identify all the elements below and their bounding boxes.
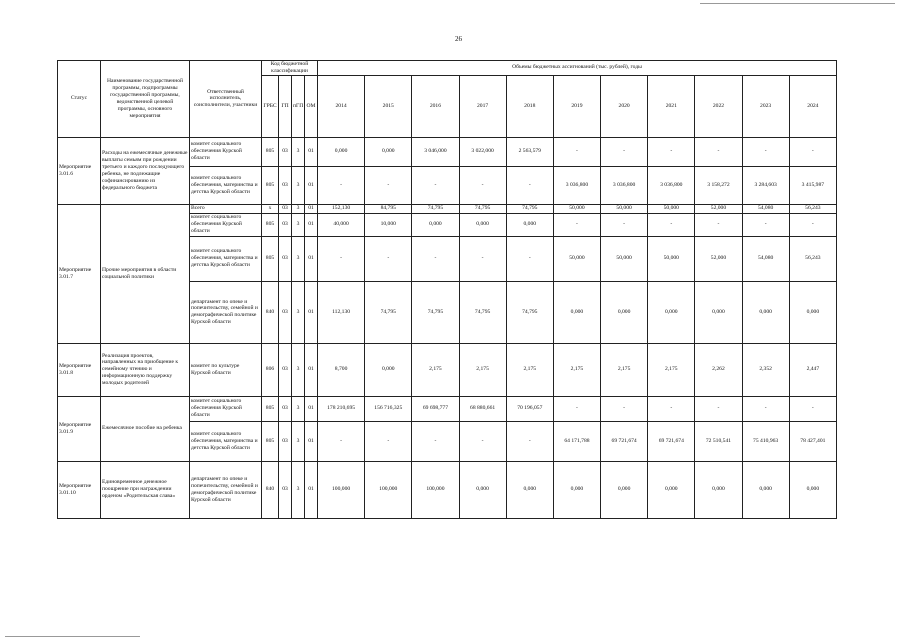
value-cell: 0,000 [553, 461, 600, 518]
code-cell: 03 [279, 137, 292, 166]
code-cell: 805 [262, 166, 279, 204]
header-name: Наименование государственной программы, подпрограммы государственной программы, ведомственной целевой программы, основного мероприятия [101, 61, 190, 138]
header-code: ОМ [305, 75, 318, 137]
value-cell: 0,000 [506, 213, 553, 236]
budget-table [57, 60, 837, 519]
value-cell: 2 563,579 [506, 137, 553, 166]
executor-cell: комитет социального обеспечения Курской области [190, 396, 262, 421]
value-cell: - [742, 396, 789, 421]
header-year: 2023 [742, 75, 789, 137]
value-cell: 3 046,000 [412, 137, 459, 166]
value-cell: 0,000 [742, 461, 789, 518]
measure-status: Мероприятие 3.01.10 [58, 461, 101, 518]
code-cell: 3 [292, 204, 305, 213]
value-cell: 0,000 [412, 213, 459, 236]
value-cell: 0,000 [459, 213, 506, 236]
value-cell: 0,000 [601, 281, 648, 343]
header-year: 2022 [695, 75, 742, 137]
scan-mark [700, 3, 895, 4]
value-cell: 100,000 [412, 461, 459, 518]
table-row [58, 396, 837, 421]
value-cell: 2,175 [412, 343, 459, 396]
value-cell: 2,175 [648, 343, 695, 396]
value-cell: - [601, 137, 648, 166]
value-cell: 0,000 [648, 461, 695, 518]
value-cell: - [553, 137, 600, 166]
value-cell: 100,000 [318, 461, 365, 518]
value-cell: - [695, 396, 742, 421]
value-cell: 68 880,661 [459, 396, 506, 421]
value-cell: - [601, 213, 648, 236]
value-cell: 0,000 [789, 461, 836, 518]
value-cell: 2,175 [601, 343, 648, 396]
code-cell: 01 [305, 281, 318, 343]
code-cell: 840 [262, 461, 279, 518]
value-cell: - [412, 236, 459, 281]
value-cell: - [318, 236, 365, 281]
value-cell: - [459, 421, 506, 461]
value-cell: - [318, 421, 365, 461]
header-budget-code: Код бюджетной классификации [262, 61, 318, 76]
code-cell: 806 [262, 343, 279, 396]
code-cell: 01 [305, 236, 318, 281]
value-cell: 69 698,777 [412, 396, 459, 421]
table-row [58, 343, 837, 396]
value-cell: - [459, 236, 506, 281]
code-cell: 3 [292, 137, 305, 166]
value-cell: 112,130 [318, 281, 365, 343]
value-cell: - [789, 137, 836, 166]
value-cell: - [789, 213, 836, 236]
value-cell: - [365, 166, 412, 204]
value-cell: - [648, 213, 695, 236]
value-cell: 0,000 [695, 461, 742, 518]
value-cell: - [601, 396, 648, 421]
executor-cell: комитет по культуре Курской области [190, 343, 262, 396]
measure-status: Мероприятие 3.01.7 [58, 204, 101, 343]
measure-name: Ежемесячное пособие на ребенка [101, 396, 190, 461]
value-cell: 3 284,603 [742, 166, 789, 204]
measure-status: Мероприятие 3.01.6 [58, 137, 101, 204]
value-cell: 0,000 [506, 461, 553, 518]
code-cell: 3 [292, 281, 305, 343]
value-cell: 152,130 [318, 204, 365, 213]
value-cell: - [648, 137, 695, 166]
value-cell: - [506, 421, 553, 461]
value-cell: - [789, 396, 836, 421]
value-cell: 0,000 [695, 281, 742, 343]
code-cell: 03 [279, 461, 292, 518]
code-cell: 03 [279, 236, 292, 281]
value-cell: 72 510,541 [695, 421, 742, 461]
value-cell: - [318, 166, 365, 204]
header-year: 2018 [506, 75, 553, 137]
code-cell: 03 [279, 213, 292, 236]
header-year: 2016 [412, 75, 459, 137]
code-cell: 03 [279, 166, 292, 204]
value-cell: 69 721,674 [648, 421, 695, 461]
value-cell: - [506, 166, 553, 204]
value-cell: 0,000 [789, 281, 836, 343]
value-cell: 0,000 [742, 281, 789, 343]
value-cell: 3 036,800 [553, 166, 600, 204]
value-cell: 10,000 [365, 213, 412, 236]
code-cell: 01 [305, 137, 318, 166]
code-cell: 3 [292, 236, 305, 281]
code-cell: 805 [262, 213, 279, 236]
value-cell: - [506, 236, 553, 281]
value-cell: 78 427,401 [789, 421, 836, 461]
measure-status: Мероприятие 3.01.8 [58, 343, 101, 396]
header-year: 2017 [459, 75, 506, 137]
code-cell: 3 [292, 421, 305, 461]
value-cell: - [742, 137, 789, 166]
measure-name: Прочие мероприятия в области социальной политики [101, 204, 190, 343]
measure-name: Единовременное денежное поощрение при награждении орденом «Родительская слава» [101, 461, 190, 518]
measure-name: Расходы на ежемесячные денежные выплаты семьям при рождении третьего и каждого последующего ребенка, не подлежащие софинансированию из федерального бюджета [101, 137, 190, 204]
code-cell: 805 [262, 236, 279, 281]
value-cell: 3 036,800 [601, 166, 648, 204]
code-cell: 3 [292, 166, 305, 204]
value-cell: 3 036,800 [648, 166, 695, 204]
value-cell: 84,795 [365, 204, 412, 213]
code-cell: 840 [262, 281, 279, 343]
code-cell: 01 [305, 343, 318, 396]
code-cell: 3 [292, 396, 305, 421]
value-cell: 54,080 [742, 204, 789, 213]
value-cell: 70 196,057 [506, 396, 553, 421]
value-cell: 100,000 [365, 461, 412, 518]
value-cell: - [648, 396, 695, 421]
value-cell: 2,447 [789, 343, 836, 396]
value-cell: - [553, 396, 600, 421]
value-cell: 50,000 [553, 204, 600, 213]
value-cell: 0,000 [365, 137, 412, 166]
value-cell: - [412, 421, 459, 461]
value-cell: - [365, 236, 412, 281]
value-cell: 156 716,325 [365, 396, 412, 421]
header-volumes: Объемы бюджетных ассигнований (тыс. рублей), годы [318, 61, 837, 76]
code-cell: 01 [305, 204, 318, 213]
header-year: 2014 [318, 75, 365, 137]
header-year: 2024 [789, 75, 836, 137]
header-executor: Ответственный исполнитель, соисполнители, участники [190, 61, 262, 138]
table-row [58, 461, 837, 518]
value-cell: 69 721,674 [601, 421, 648, 461]
value-cell: 74,795 [506, 281, 553, 343]
header-year: 2020 [601, 75, 648, 137]
measure-status: Мероприятие 3.01.9 [58, 396, 101, 461]
value-cell: - [742, 213, 789, 236]
code-cell: 03 [279, 421, 292, 461]
value-cell: 0,000 [459, 461, 506, 518]
value-cell: 75 410,963 [742, 421, 789, 461]
value-cell: 52,000 [695, 204, 742, 213]
value-cell: 64 171,788 [553, 421, 600, 461]
value-cell: 3 158,272 [695, 166, 742, 204]
value-cell: 0,000 [648, 281, 695, 343]
value-cell: 50,000 [648, 204, 695, 213]
value-cell: 0,000 [318, 137, 365, 166]
value-cell: 56,243 [789, 204, 836, 213]
value-cell: 3 415,987 [789, 166, 836, 204]
header-year: 2019 [553, 75, 600, 137]
value-cell: 3 022,000 [459, 137, 506, 166]
value-cell: 2,262 [695, 343, 742, 396]
executor-cell: комитет социального обеспечения, материнства и детства Курской области [190, 421, 262, 461]
value-cell: 54,080 [742, 236, 789, 281]
header-code: ГРБС [262, 75, 279, 137]
scan-mark [5, 636, 140, 637]
value-cell: - [459, 166, 506, 204]
code-cell: 01 [305, 461, 318, 518]
code-cell: 01 [305, 396, 318, 421]
value-cell: 2,175 [506, 343, 553, 396]
code-cell: 3 [292, 213, 305, 236]
value-cell: 56,243 [789, 236, 836, 281]
value-cell: 0,000 [553, 281, 600, 343]
table-body [58, 137, 837, 518]
table-row [58, 204, 837, 213]
measure-name: Реализация проектов, направленных на приобщение к семейному чтению и информационную поддержку молодых родителей [101, 343, 190, 396]
value-cell: 50,000 [601, 204, 648, 213]
header-status: Статус [58, 61, 101, 138]
value-cell: 0,000 [601, 461, 648, 518]
value-cell: - [553, 213, 600, 236]
value-cell: 8,700 [318, 343, 365, 396]
value-cell: 52,000 [695, 236, 742, 281]
value-cell: 74,795 [365, 281, 412, 343]
value-cell: 2,175 [553, 343, 600, 396]
value-cell: 50,000 [553, 236, 600, 281]
value-cell: 178 210,695 [318, 396, 365, 421]
code-cell: 3 [292, 343, 305, 396]
value-cell: 74,795 [459, 281, 506, 343]
code-cell: x [262, 204, 279, 213]
executor-cell: Всего [190, 204, 262, 213]
value-cell: 50,000 [601, 236, 648, 281]
executor-cell: комитет социального обеспечения, материнства и детства Курской области [190, 236, 262, 281]
code-cell: 03 [279, 343, 292, 396]
executor-cell: комитет социального обеспечения Курской области [190, 137, 262, 166]
code-cell: 01 [305, 421, 318, 461]
code-cell: 01 [305, 166, 318, 204]
code-cell: 805 [262, 421, 279, 461]
code-cell: 805 [262, 396, 279, 421]
table-row [58, 137, 837, 166]
code-cell: 03 [279, 204, 292, 213]
header-year: 2021 [648, 75, 695, 137]
code-cell: 03 [279, 281, 292, 343]
code-cell: 805 [262, 137, 279, 166]
executor-cell: департамент по опеке и попечительству, семейной и демографической политике Курской области [190, 281, 262, 343]
value-cell: 2,175 [459, 343, 506, 396]
value-cell: 74,795 [459, 204, 506, 213]
code-cell: 03 [279, 396, 292, 421]
executor-cell: департамент по опеке и попечительству, семейной и демографической политике Курской области [190, 461, 262, 518]
code-cell: 3 [292, 461, 305, 518]
header-code: ГП [279, 75, 292, 137]
code-cell: 01 [305, 213, 318, 236]
header-code: пГП [292, 75, 305, 137]
value-cell: 74,795 [412, 204, 459, 213]
value-cell: - [695, 213, 742, 236]
value-cell: 40,000 [318, 213, 365, 236]
value-cell: - [412, 166, 459, 204]
value-cell: 2,352 [742, 343, 789, 396]
value-cell: - [365, 421, 412, 461]
value-cell: 50,000 [648, 236, 695, 281]
page-number: 26 [455, 35, 462, 43]
value-cell: - [695, 137, 742, 166]
executor-cell: комитет социального обеспечения Курской области [190, 213, 262, 236]
value-cell: 74,795 [412, 281, 459, 343]
value-cell: 0,000 [365, 343, 412, 396]
executor-cell: комитет социального обеспечения, материнства и детства Курской области [190, 166, 262, 204]
value-cell: 74,795 [506, 204, 553, 213]
header-year: 2015 [365, 75, 412, 137]
